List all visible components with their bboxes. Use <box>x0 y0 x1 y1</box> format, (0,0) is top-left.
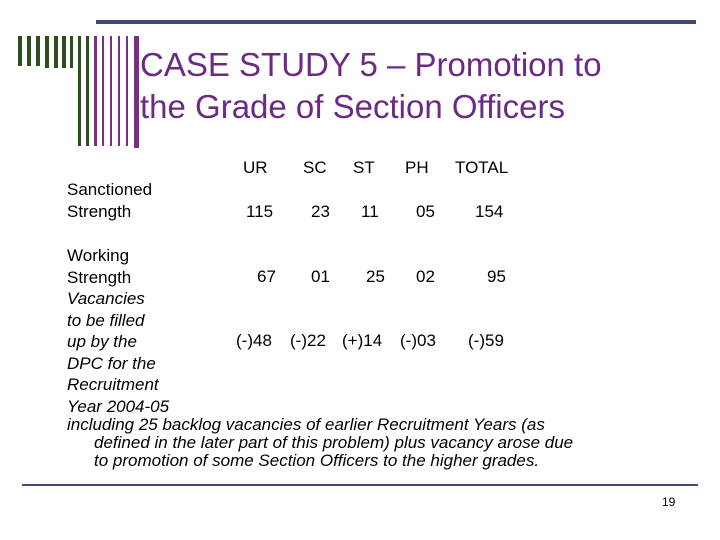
sanctioned-sc: 23 <box>311 202 330 221</box>
label-line: up by the <box>67 332 137 351</box>
working-sc: 01 <box>311 267 330 286</box>
slide-title <box>140 44 700 128</box>
note-paragraph <box>67 416 677 470</box>
note-line-1: including 25 backlog vacancies of earlier Recruitment Years (as <box>67 415 545 434</box>
row-label-working <box>67 245 131 288</box>
label-line: Working <box>67 246 130 265</box>
col-header-ur: UR <box>243 158 268 177</box>
stripe-bar <box>110 36 112 146</box>
note-line-2: defined in the later part of this problem) plus vacancy arose due <box>94 433 574 452</box>
col-header-total: TOTAL <box>455 158 509 177</box>
stripe-bar <box>94 36 97 146</box>
stripe-bar <box>78 36 81 146</box>
col-header-st: ST <box>353 158 375 177</box>
vacancies-st: (+)14 <box>342 331 383 350</box>
bottom-rule <box>22 484 698 486</box>
label-line: Recruitment <box>67 375 159 394</box>
sanctioned-ur: 115 <box>246 202 274 221</box>
stripe-bar <box>86 36 89 146</box>
title-line-2: the Grade of Section Officers <box>140 88 565 125</box>
stripe-bar <box>54 36 58 68</box>
col-header-sc: SC <box>303 158 327 177</box>
stripe-bar <box>70 36 73 68</box>
label-line: Strength <box>67 201 132 221</box>
sanctioned-st: 11 <box>361 202 379 221</box>
stripe-bar <box>36 36 40 66</box>
label-line: Vacancies <box>67 289 145 308</box>
label-line: to be filled <box>67 310 145 330</box>
title-line-1: CASE STUDY 5 – Promotion to <box>140 46 602 83</box>
label-line: Year 2004-05 <box>67 396 170 416</box>
working-ur: 67 <box>257 267 276 286</box>
stripe-bar <box>45 36 49 68</box>
note-line-3: to promotion of some Section Officers to the higher grades. <box>94 451 540 470</box>
stripe-bar <box>18 36 22 66</box>
row-label-sanctioned <box>67 179 152 222</box>
top-rule <box>96 20 696 24</box>
working-st: 25 <box>366 267 385 286</box>
stripe-bar <box>102 36 104 146</box>
working-total: 95 <box>487 267 506 286</box>
col-header-ph: PH <box>405 158 429 177</box>
decorative-stripes <box>18 36 138 151</box>
label-line: DPC for the <box>67 353 156 373</box>
vacancies-ph: (-)03 <box>400 331 436 350</box>
sanctioned-total: 154 <box>475 202 504 221</box>
working-ph: 02 <box>416 267 435 286</box>
stripe-bar <box>62 36 66 68</box>
label-line: Strength <box>67 267 132 287</box>
stripe-bar <box>126 36 128 146</box>
vacancies-ur: (-)48 <box>236 331 272 350</box>
page-number: 19 <box>662 495 676 509</box>
row-label-vacancies <box>67 288 169 417</box>
vacancies-total: (-)59 <box>468 331 504 350</box>
vacancies-sc: (-)22 <box>290 331 326 350</box>
title-accent-bar <box>134 36 139 148</box>
stripe-bar <box>118 36 120 146</box>
label-line: Sanctioned <box>67 180 153 199</box>
sanctioned-ph: 05 <box>416 202 435 221</box>
stripe-bar <box>27 36 31 66</box>
